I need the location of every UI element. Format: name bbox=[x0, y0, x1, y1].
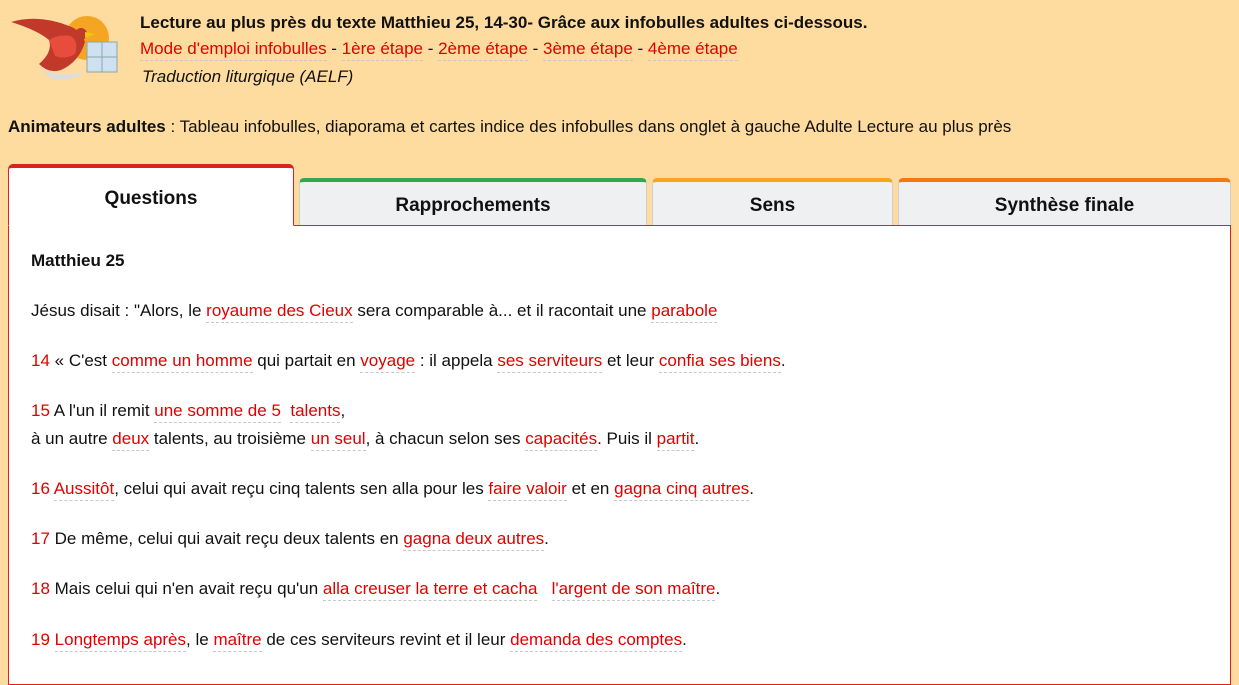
tooltip-une-somme-de-5[interactable]: une somme de 5 bbox=[154, 401, 281, 423]
tooltip-gagna-cinq-autres[interactable]: gagna cinq autres bbox=[614, 479, 749, 501]
intro-line bbox=[31, 301, 717, 321]
tab-synthese-finale[interactable] bbox=[898, 178, 1231, 225]
tooltip-alla-creuser[interactable]: alla creuser la terre et cacha bbox=[323, 579, 538, 601]
translation-note: Traduction liturgique (AELF) bbox=[142, 67, 354, 86]
text: De même, celui qui avait reçu deux talents en bbox=[49, 529, 404, 548]
text: « C'est bbox=[49, 351, 112, 370]
tooltip-partit[interactable]: partit bbox=[657, 429, 695, 451]
tooltip-ses-serviteurs[interactable]: ses serviteurs bbox=[497, 351, 602, 373]
tooltip-parabole[interactable]: parabole bbox=[651, 301, 717, 323]
tooltip-royaume-des-cieux[interactable]: royaume des Cieux bbox=[206, 301, 352, 323]
text: et leur bbox=[602, 351, 659, 370]
tooltip-faire-valoir[interactable]: faire valoir bbox=[488, 479, 566, 501]
animators-text: : Tableau infobulles, diaporama et cartes indice des infobulles dans onglet à gauche Adulte Lecture au plus près bbox=[165, 117, 1012, 136]
tooltip-deux[interactable]: deux bbox=[112, 429, 149, 451]
verse-18 bbox=[31, 579, 720, 599]
text: et en bbox=[566, 479, 615, 498]
verse-17 bbox=[31, 529, 549, 549]
tab-label: Synthèse finale bbox=[994, 195, 1135, 216]
verse-number: 16 bbox=[31, 479, 50, 498]
tooltip-confia-ses-biens[interactable]: confia ses biens bbox=[659, 351, 781, 373]
verse-number: 17 bbox=[31, 529, 50, 548]
passage-heading: Matthieu 25 bbox=[31, 251, 125, 270]
tooltip-talents[interactable]: talents bbox=[290, 401, 340, 423]
text: Jésus disait : "Alors, le bbox=[31, 301, 207, 320]
text: talents, au troisième bbox=[149, 429, 311, 448]
step-link-3[interactable]: 3ème étape bbox=[543, 39, 633, 61]
tab-sens[interactable] bbox=[652, 178, 893, 225]
text: . bbox=[682, 630, 687, 649]
text: sera comparable à... et il racontait une bbox=[352, 301, 652, 320]
verse-number: 14 bbox=[31, 351, 50, 370]
tooltip-un-seul[interactable]: un seul bbox=[311, 429, 366, 451]
verse-number: 18 bbox=[31, 579, 50, 598]
page-title: Lecture au plus près du texte Matthieu 25, 14-30- Grâce aux infobulles adultes ci-dessous. bbox=[140, 13, 868, 32]
text: . bbox=[544, 529, 549, 548]
text: , bbox=[340, 401, 346, 420]
step-link-4[interactable]: 4ème étape bbox=[648, 39, 738, 61]
tooltip-gagna-deux-autres[interactable]: gagna deux autres bbox=[403, 529, 544, 551]
verse-16 bbox=[31, 479, 754, 499]
tooltip-argent-de-son-maitre[interactable]: l'argent de son maître bbox=[552, 579, 716, 601]
text: . Puis il bbox=[597, 429, 657, 448]
tab-rapprochements[interactable] bbox=[299, 178, 647, 225]
tooltip-capacites[interactable]: capacités bbox=[525, 429, 597, 451]
text: . bbox=[749, 479, 754, 498]
animators-note bbox=[8, 117, 1011, 137]
animators-label: Animateurs adultes bbox=[8, 117, 166, 136]
verse-15-line-1 bbox=[31, 401, 345, 421]
text: A l'un il remit bbox=[49, 401, 155, 420]
separator: - bbox=[632, 39, 648, 58]
tooltip-voyage[interactable]: voyage bbox=[360, 351, 415, 373]
text: à un autre bbox=[31, 429, 113, 448]
eagle-logo-icon bbox=[9, 12, 119, 82]
text: . bbox=[780, 351, 786, 370]
separator: - bbox=[326, 39, 342, 58]
verse-15-line-2 bbox=[31, 429, 699, 449]
text: , celui qui avait reçu cinq talents sen alla pour les bbox=[114, 479, 489, 498]
text: Mais celui qui n'en avait reçu qu'un bbox=[49, 579, 323, 598]
verse-19 bbox=[31, 630, 687, 650]
tooltip-maitre[interactable]: maître bbox=[213, 630, 261, 652]
step-link-mode-emploi[interactable]: Mode d'emploi infobulles bbox=[140, 39, 327, 61]
tooltip-demanda-des-comptes[interactable]: demanda des comptes bbox=[510, 630, 682, 652]
tooltip-longtemps-apres[interactable]: Longtemps après bbox=[55, 630, 186, 652]
tab-label: Questions bbox=[104, 188, 198, 209]
step-link-2[interactable]: 2ème étape bbox=[438, 39, 528, 61]
steps-nav bbox=[140, 39, 738, 59]
text: qui partait en bbox=[252, 351, 361, 370]
tab-label: Sens bbox=[749, 195, 796, 216]
separator: - bbox=[527, 39, 543, 58]
tooltip-comme-un-homme[interactable]: comme un homme bbox=[112, 351, 253, 373]
questions-panel bbox=[8, 225, 1231, 685]
text: : il appela bbox=[415, 351, 498, 370]
text: . bbox=[715, 579, 721, 598]
verse-14 bbox=[31, 351, 786, 371]
text: , à chacun selon ses bbox=[365, 429, 526, 448]
separator: - bbox=[422, 39, 439, 58]
tooltip-aussitot[interactable]: Aussitôt bbox=[54, 479, 114, 501]
verse-number: 19 bbox=[31, 630, 50, 649]
text: , le bbox=[186, 630, 214, 649]
verse-number: 15 bbox=[31, 401, 50, 420]
tab-questions[interactable] bbox=[8, 164, 294, 226]
text: de ces serviteurs revint et il leur bbox=[261, 630, 511, 649]
tab-label: Rapprochements bbox=[395, 195, 551, 216]
text: . bbox=[694, 429, 700, 448]
step-link-1[interactable]: 1ère étape bbox=[342, 39, 423, 61]
